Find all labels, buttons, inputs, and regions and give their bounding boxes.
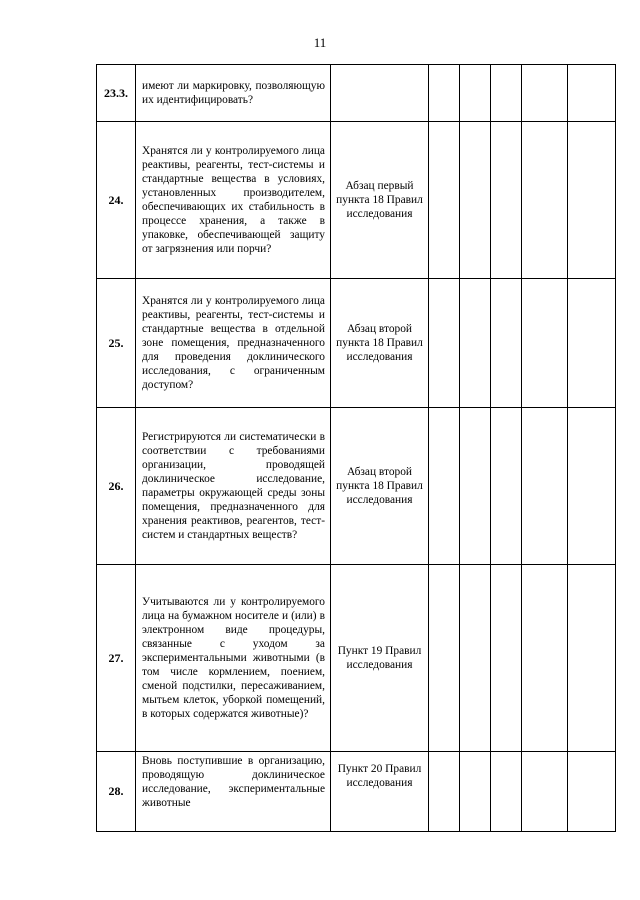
row-reference: Абзац первый пункта 18 Правил исследования [331, 122, 429, 279]
page-number: 11 [313, 35, 327, 50]
row-reference: Абзац второй пункта 18 Правил исследования [331, 279, 429, 408]
table-row [97, 408, 616, 565]
table-row [97, 122, 616, 279]
row-reference: Пункт 19 Правил исследования [331, 565, 429, 752]
empty-cell [491, 752, 522, 832]
empty-cell [429, 752, 460, 832]
row-reference [331, 65, 429, 122]
empty-cell [568, 279, 616, 408]
row-question: имеют ли маркировку, позволяющую их идентифицировать? [136, 65, 331, 122]
row-number: 27. [97, 565, 136, 752]
row-question: Хранятся ли у контролируемого лица реактивы, реагенты, тест-системы и стандартные вещества в условиях, установленных производителем, обеспечивающих их стабильность в процессе хранения, а также в упаковке, обеспечивающей защиту от загрязнения или порчи? [136, 122, 331, 279]
row-reference: Абзац второй пункта 18 Правил исследования [331, 408, 429, 565]
table-row [97, 279, 616, 408]
empty-cell [460, 122, 491, 279]
table-row [97, 565, 616, 752]
empty-cell [522, 565, 568, 752]
row-reference: Пункт 20 Правил исследования [331, 752, 429, 832]
empty-cell [522, 752, 568, 832]
empty-cell [460, 65, 491, 122]
row-number: 25. [97, 279, 136, 408]
row-number: 23.3. [97, 65, 136, 122]
empty-cell [429, 565, 460, 752]
empty-cell [429, 408, 460, 565]
empty-cell [491, 65, 522, 122]
empty-cell [460, 565, 491, 752]
empty-cell [491, 122, 522, 279]
row-question: Хранятся ли у контролируемого лица реактивы, реагенты, тест-системы и стандартные вещества в отдельной зоне помещения, предназначенного для проведения доклинического исследования, с ограниченным доступом? [136, 279, 331, 408]
empty-cell [429, 122, 460, 279]
empty-cell [568, 408, 616, 565]
row-question: Вновь поступившие в организацию, проводящую доклиническое исследование, экспериментальные животные [136, 752, 331, 832]
row-number: 26. [97, 408, 136, 565]
empty-cell [491, 279, 522, 408]
row-question: Регистрируются ли систематически в соответствии с требованиями организации, проводящей доклиническое исследование, параметры окружающей среды зоны помещения, предназначенного для хранения реактивов, реагентов, тест-систем и стандартных веществ? [136, 408, 331, 565]
row-number: 28. [97, 752, 136, 832]
checklist-table [96, 64, 616, 832]
empty-cell [522, 408, 568, 565]
empty-cell [491, 565, 522, 752]
empty-cell [460, 752, 491, 832]
empty-cell [568, 122, 616, 279]
empty-cell [460, 279, 491, 408]
row-number: 24. [97, 122, 136, 279]
row-question: Учитываются ли у контролируемого лица на бумажном носителе и (или) в электронном виде процедуры, связанные с уходом за экспериментальными животными (в том числе кормлением, поением, сменой подстилки, пересаживанием, мытьем клеток, уборкой помещений, в которых содержатся животные)? [136, 565, 331, 752]
empty-cell [522, 65, 568, 122]
table-row [97, 752, 616, 832]
empty-cell [568, 752, 616, 832]
empty-cell [522, 279, 568, 408]
empty-cell [429, 279, 460, 408]
empty-cell [568, 65, 616, 122]
empty-cell [491, 408, 522, 565]
empty-cell [460, 408, 491, 565]
empty-cell [522, 122, 568, 279]
empty-cell [429, 65, 460, 122]
empty-cell [568, 565, 616, 752]
table-row [97, 65, 616, 122]
